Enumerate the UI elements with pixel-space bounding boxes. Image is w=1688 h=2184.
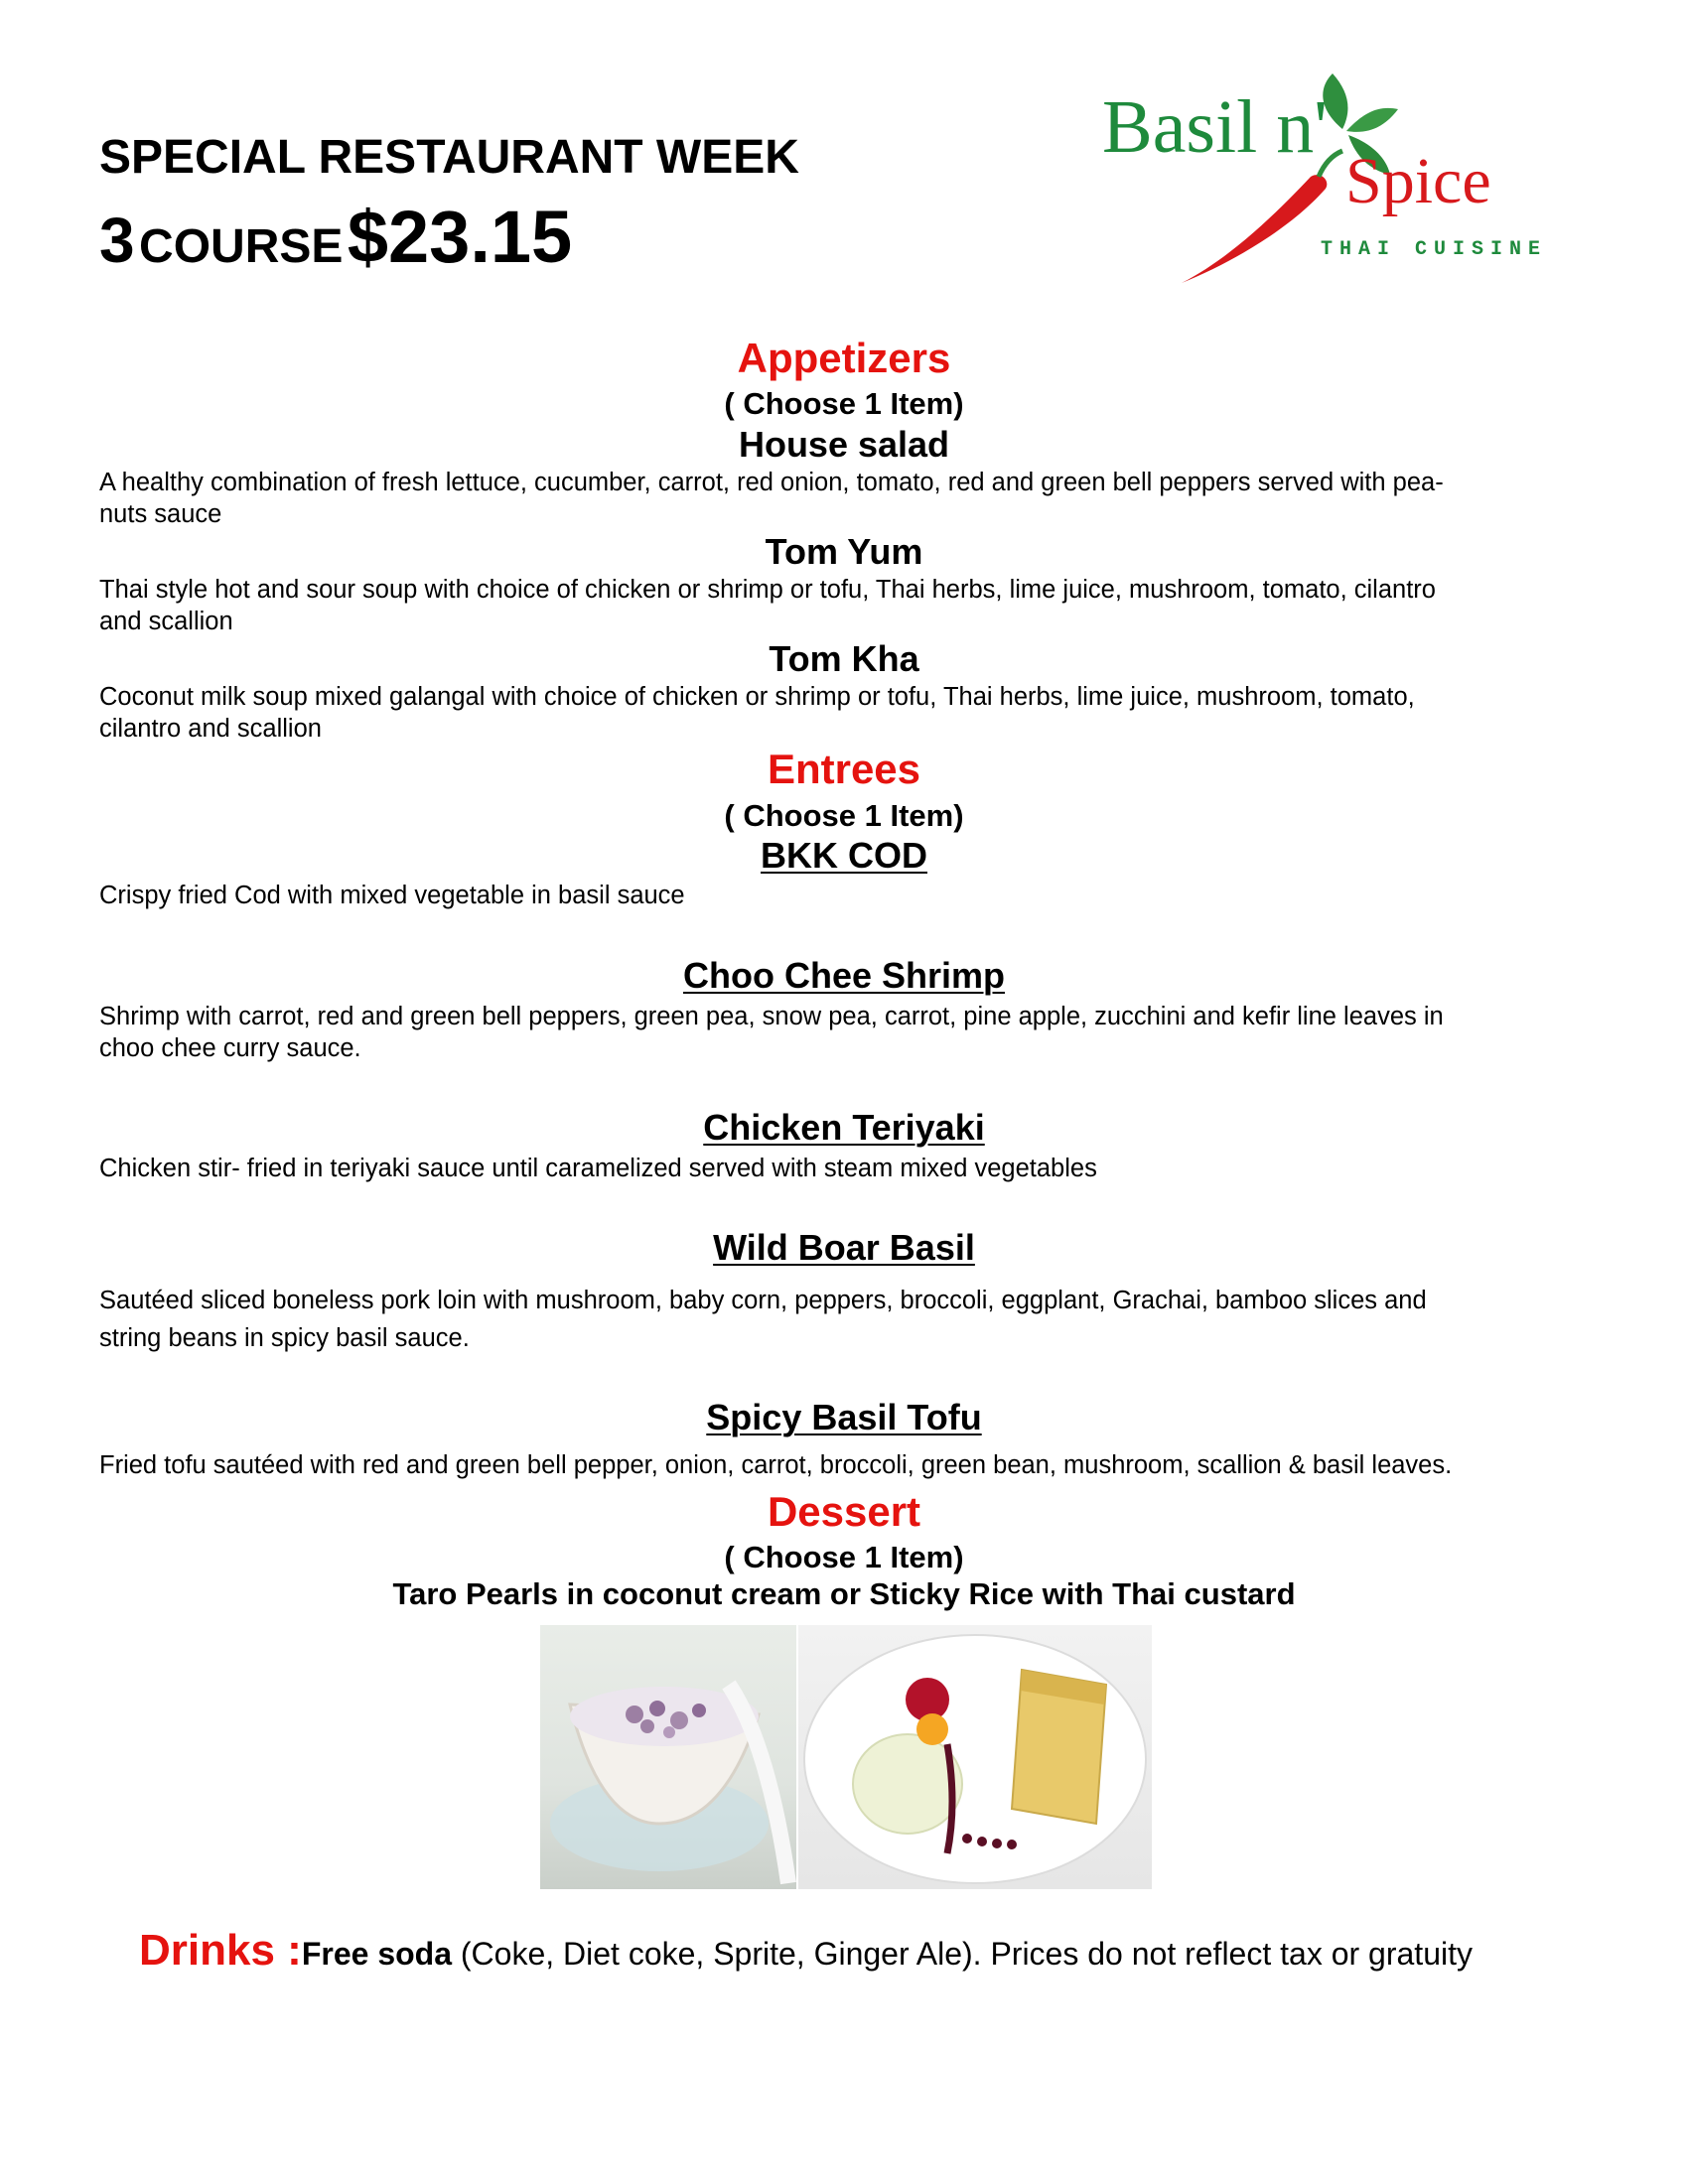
dish-description <box>99 1153 1589 1184</box>
description-line: choo chee curry sauce. <box>99 1034 361 1062</box>
description-line: Coconut milk soup mixed galangal with choice of chicken or shrimp or tofu, Thai herbs, lime juice, mushroom, tomato, <box>99 683 1415 711</box>
basil-leaf-icon <box>1346 108 1398 132</box>
dish-name-tom-yum: Tom Yum <box>765 531 923 572</box>
dessert-options: Taro Pearls in coconut cream or Sticky Rice with Thai custard <box>392 1576 1296 1611</box>
logo-name-basil: Basil n' <box>1102 85 1328 169</box>
dessert-heading: Dessert <box>767 1488 921 1535</box>
dish-name-text: Chicken Teriyaki <box>703 1107 985 1148</box>
dish-name-spicy-basil-tofu <box>0 1398 1688 1437</box>
description-line: Sautéed sliced boneless pork loin with mushroom, baby corn, peppers, broccoli, eggplant, Grachai, bamboo slices and <box>99 1287 1427 1314</box>
dish-name-tom-kha: Tom Kha <box>769 638 919 679</box>
description-line: Crispy fried Cod with mixed vegetable in basil sauce <box>99 882 685 909</box>
drinks-free-soda: Free soda <box>301 1936 452 1972</box>
course-word: COURSE <box>139 220 344 273</box>
dish-name-house-salad: House salad <box>738 424 950 465</box>
appetizers-heading: Appetizers <box>737 335 951 381</box>
description-line: nuts sauce <box>99 500 222 528</box>
dish-description <box>99 1282 1589 1357</box>
dish-name-bkk-cod <box>0 836 1688 876</box>
course-number: 3 <box>99 205 135 276</box>
dish-name-text: Spicy Basil Tofu <box>706 1397 982 1437</box>
dish-description <box>99 681 1589 745</box>
description-line: cilantro and scallion <box>99 715 322 743</box>
dish-description <box>99 1001 1589 1064</box>
dish-name-choo-chee-shrimp <box>0 956 1688 996</box>
promo-title: SPECIAL RESTAURANT WEEK <box>99 131 799 184</box>
dessert-choose-note: ( Choose 1 Item) <box>724 1540 964 1574</box>
description-line: and scallion <box>99 608 233 635</box>
drinks-label: Drinks : <box>139 1926 302 1975</box>
appetizers-choose-note: ( Choose 1 Item) <box>724 386 964 421</box>
dish-description <box>99 574 1589 637</box>
taro-pearls-photo <box>540 1625 796 1889</box>
drinks-details: (Coke, Diet coke, Sprite, Ginger Ale). Prices do not reflect tax or gratuity <box>452 1936 1473 1972</box>
dish-name-chicken-teriyaki <box>0 1108 1688 1148</box>
dish-name-text: Choo Chee Shrimp <box>682 955 1006 996</box>
description-line: string beans in spicy basil sauce. <box>99 1324 470 1352</box>
logo-subtitle: THAI CUISINE <box>1321 238 1548 261</box>
drinks-line <box>139 1926 1473 1976</box>
dish-name-text: Wild Boar Basil <box>713 1227 975 1268</box>
promo-price-line <box>99 197 572 277</box>
logo-name-spice: Spice <box>1345 145 1491 217</box>
description-line: Chicken stir- fried in teriyaki sauce until caramelized served with steam mixed vegetables <box>99 1155 1097 1182</box>
description-line: A healthy combination of fresh lettuce, cucumber, carrot, red onion, tomato, red and green bell peppers served with pea- <box>99 469 1444 496</box>
dish-description <box>99 1449 1589 1481</box>
dish-name-text: BKK COD <box>761 835 927 876</box>
dish-name-wild-boar-basil <box>0 1228 1688 1268</box>
dish-description <box>99 467 1589 530</box>
description-line: Fried tofu sautéed with red and green bell pepper, onion, carrot, broccoli, green bean, mushroom, scallion & basil leaves. <box>99 1451 1453 1479</box>
entrees-heading: Entrees <box>767 746 921 792</box>
promo-price: $23.15 <box>347 196 573 278</box>
description-line: Thai style hot and sour soup with choice of chicken or shrimp or tofu, Thai herbs, lime juice, mushroom, tomato, cilantro <box>99 576 1436 604</box>
dish-description <box>99 880 1589 911</box>
restaurant-logo <box>1082 60 1559 298</box>
chili-pepper-icon <box>1182 175 1327 283</box>
entrees-choose-note: ( Choose 1 Item) <box>724 798 964 833</box>
description-line: Shrimp with carrot, red and green bell peppers, green pea, snow pea, carrot, pine apple, zucchini and kefir line leaves in <box>99 1003 1444 1030</box>
sticky-rice-custard-photo <box>798 1625 1152 1889</box>
